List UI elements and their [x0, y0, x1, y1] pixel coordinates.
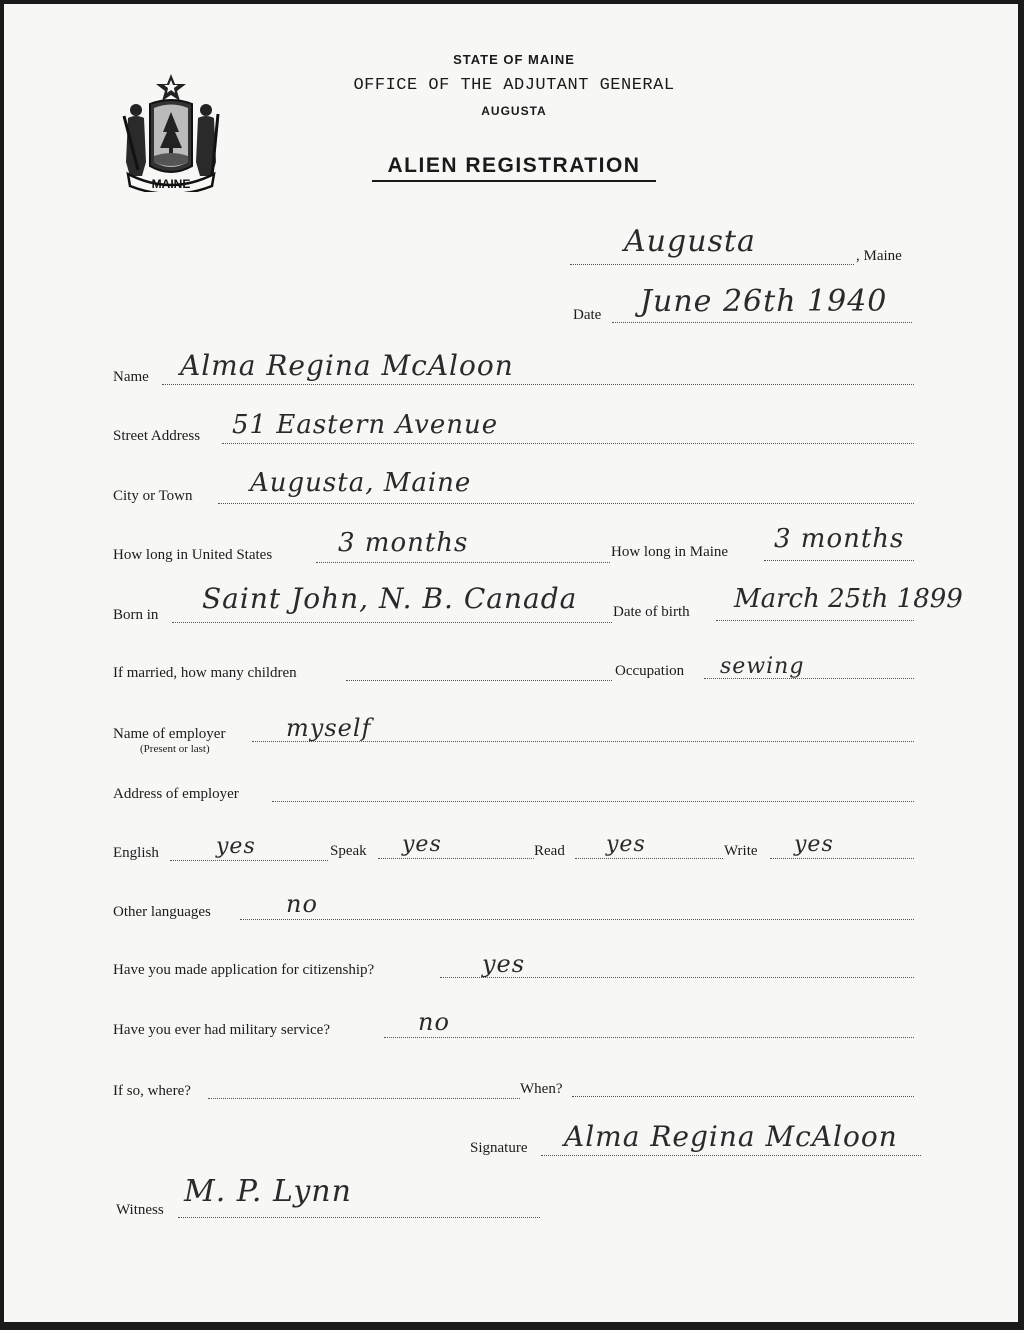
other-languages-label: Other languages [113, 904, 211, 920]
employer-sublabel: (Present or last) [140, 743, 210, 755]
city-value: Augusta, Maine [250, 468, 472, 498]
read-value: yes [606, 832, 646, 857]
how-long-maine-value: 3 months [774, 524, 905, 554]
name-value: Alma Regina McAloon [180, 349, 514, 382]
form-title: ALIEN REGISTRATION [372, 154, 656, 182]
born-in-value: Saint John, N. B. Canada [202, 582, 578, 615]
military-value: no [418, 1008, 450, 1036]
svg-text:MAINE: MAINE [151, 177, 191, 191]
when-label: When? [520, 1081, 563, 1097]
children-label: If married, how many children [113, 665, 297, 681]
employer-address-label: Address of employer [113, 786, 239, 802]
english-label: English [113, 845, 159, 861]
registration-form [4, 4, 1018, 1322]
place-value: Augusta [624, 224, 756, 259]
citizenship-label: Have you made application for citizenship? [113, 962, 375, 978]
city-heading: AUGUSTA [481, 104, 547, 118]
witness-value: M. P. Lynn [184, 1174, 352, 1209]
witness-label: Witness [116, 1202, 164, 1218]
place-suffix: , Maine [856, 248, 902, 264]
military-label: Have you ever had military service? [113, 1022, 330, 1038]
occupation-label: Occupation [615, 663, 685, 679]
how-long-maine-label: How long in Maine [611, 544, 729, 560]
office-heading: OFFICE OF THE ADJUTANT GENERAL [353, 76, 675, 95]
read-label: Read [534, 843, 565, 859]
citizenship-value: yes [482, 950, 526, 978]
street-address-value: 51 Eastern Avenue [232, 410, 499, 440]
how-long-us-value: 3 months [338, 528, 469, 558]
date-value: June 26th 1940 [640, 284, 888, 319]
write-value: yes [794, 832, 834, 857]
street-address-label: Street Address [113, 428, 201, 444]
state-heading: STATE OF MAINE [453, 52, 575, 67]
write-label: Write [724, 843, 758, 859]
speak-value: yes [402, 832, 442, 857]
employer-label: Name of employer [113, 726, 226, 742]
occupation-value: sewing [720, 654, 805, 679]
maine-state-seal-icon [116, 70, 226, 192]
date-label: Date [573, 307, 602, 323]
other-languages-value: no [286, 890, 318, 918]
speak-label: Speak [330, 843, 367, 859]
signature-label: Signature [470, 1140, 528, 1156]
city-label: City or Town [113, 488, 193, 504]
name-label: Name [113, 369, 149, 385]
employer-value: myself [286, 714, 372, 742]
how-long-us-label: How long in United States [113, 547, 273, 563]
signature-value: Alma Regina McAloon [564, 1120, 898, 1153]
where-label: If so, where? [113, 1083, 191, 1099]
born-in-label: Born in [113, 607, 159, 623]
english-value: yes [216, 834, 256, 859]
date-of-birth-label: Date of birth [613, 604, 690, 620]
date-of-birth-value: March 25th 1899 [734, 584, 963, 614]
